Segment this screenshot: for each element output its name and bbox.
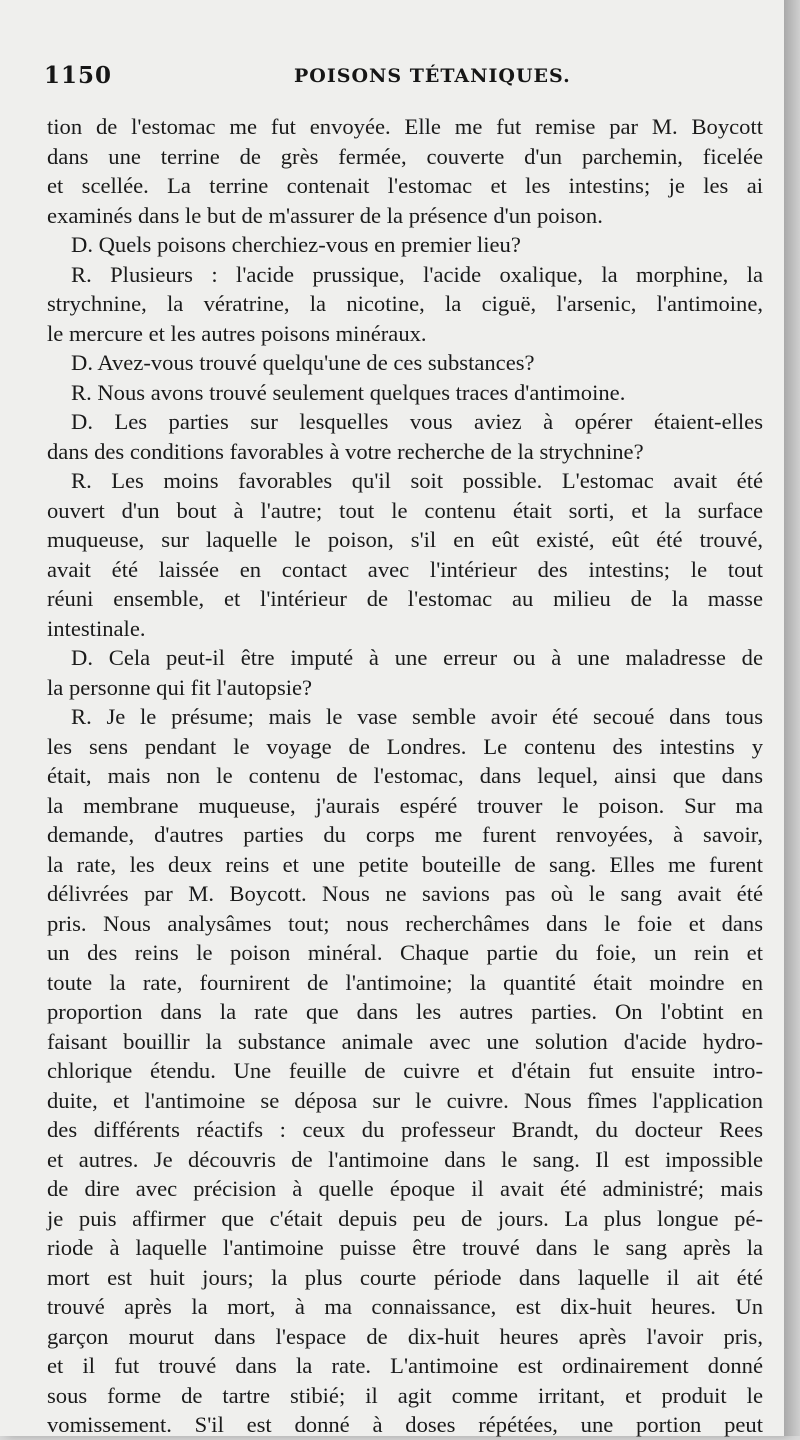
text-line: de dire avec précision à quelle époque il avait été administré; mais xyxy=(47,1176,763,1201)
page-edge-shadow xyxy=(784,0,800,1436)
text-line: R. Les moins favorables qu'il soit possible. L'estomac avait été xyxy=(71,468,763,493)
text-line: D. Cela peut-il être imputé à une erreur ou à une maladresse de xyxy=(71,645,763,670)
text-line: vomissement. S'il est donné à doses répétées, une portion peut xyxy=(47,1412,763,1437)
text-line: et autres. Je découvris de l'antimoine dans le sang. Il est impossible xyxy=(47,1146,763,1172)
text-line: garçon mourut dans l'espace de dix-huit heures après l'avoir pris, xyxy=(47,1323,763,1349)
text-line: R. Nous avons trouvé seulement quelques traces d'antimoine. xyxy=(71,379,626,405)
text-line: la membrane muqueuse, j'aurais espéré trouver le poison. Sur ma xyxy=(47,792,763,818)
text-line: intestinale. xyxy=(47,615,146,641)
text-line: avait été laissée en contact avec l'intérieur des intestins; le tout xyxy=(47,556,763,582)
text-line: les sens pendant le voyage de Londres. Le contenu des intestins y xyxy=(47,733,763,759)
text-line: des différents réactifs : ceux du professeur Brandt, du docteur Rees xyxy=(47,1117,763,1142)
text-line: D. Les parties sur lesquelles vous aviez à opérer étaient-elles xyxy=(71,409,763,434)
text-line: la personne qui fit l'autopsie? xyxy=(47,674,313,700)
running-title: POISONS TÉTANIQUES. xyxy=(294,65,571,87)
text-line: était, mais non le contenu de l'estomac, dans lequel, ainsi que dans xyxy=(47,763,763,788)
text-line: dans une terrine de grès fermée, couverte d'un parchemin, ficelée xyxy=(47,143,763,169)
text-line: R. Plusieurs : l'acide prussique, l'acide oxalique, la morphine, la xyxy=(71,261,763,287)
text-line: et scellée. La terrine contenait l'estomac et les intestins; je les ai xyxy=(47,173,763,198)
page-header xyxy=(44,62,764,92)
text-line: duite, et l'antimoine se déposa sur le cuivre. Nous fîmes l'application xyxy=(47,1087,763,1113)
text-line: riode à laquelle l'antimoine puisse être trouvé dans le sang après la xyxy=(47,1235,763,1260)
text-line: ouvert d'un bout à l'autre; tout le contenu était sorti, et la surface xyxy=(47,497,763,523)
text-line: sous forme de tartre stibié; il agit comme irritant, et produit le xyxy=(47,1382,763,1408)
text-line: mort est huit jours; la plus courte période dans laquelle il ait été xyxy=(47,1264,763,1290)
body-text xyxy=(47,112,763,1440)
text-line: tion de l'estomac me fut envoyée. Elle me fut remise par M. Boycott xyxy=(47,114,763,139)
text-line: et il fut trouvé dans la rate. L'antimoine est ordinairement donné xyxy=(47,1353,763,1378)
text-line: réuni ensemble, et l'intérieur de l'estomac au milieu de la masse xyxy=(47,586,763,611)
text-line: chlorique étendu. Une feuille de cuivre et d'étain fut ensuite intro- xyxy=(47,1058,763,1083)
text-line: examinés dans le but de m'assurer de la présence d'un poison. xyxy=(47,202,603,228)
text-line: D. Quels poisons cherchiez-vous en premier lieu? xyxy=(71,232,521,257)
text-line: un des reins le poison minéral. Chaque partie du foie, un rein et xyxy=(47,940,763,965)
page-number: 1150 xyxy=(44,62,113,89)
text-line: délivrées par M. Boycott. Nous ne savions pas où le sang avait été xyxy=(47,881,763,906)
text-line: je puis affirmer que c'était depuis peu de jours. La plus longue pé- xyxy=(47,1205,763,1231)
text-line: R. Je le présume; mais le vase semble avoir été secoué dans tous xyxy=(71,704,763,729)
text-line: strychnine, la vératrine, la nicotine, la ciguë, l'arsenic, l'antimoine, xyxy=(47,291,763,316)
text-line: D. Avez-vous trouvé quelqu'une de ces substances? xyxy=(71,350,535,375)
text-line: faisant bouillir la substance animale avec une solution d'acide hydro- xyxy=(47,1028,763,1054)
text-line: pris. Nous analysâmes tout; nous recherchâmes dans le foie et dans xyxy=(47,910,763,936)
text-line: la rate, les deux reins et une petite bouteille de sang. Elles me furent xyxy=(47,851,763,877)
text-line: demande, d'autres parties du corps me furent renvoyées, à savoir, xyxy=(47,822,763,847)
text-line: le mercure et les autres poisons minéraux. xyxy=(47,320,427,346)
text-line: dans des conditions favorables à votre recherche de la strychnine? xyxy=(47,438,644,464)
text-line: proportion dans la rate que dans les autres parties. On l'obtint en xyxy=(47,999,763,1024)
text-line: muqueuse, sur laquelle le poison, s'il en eût existé, eût été trouvé, xyxy=(47,527,763,552)
text-line: toute la rate, fournirent de l'antimoine; la quantité était moindre en xyxy=(47,969,763,995)
text-line: trouvé après la mort, à ma connaissance, est dix-huit heures. Un xyxy=(47,1294,763,1319)
